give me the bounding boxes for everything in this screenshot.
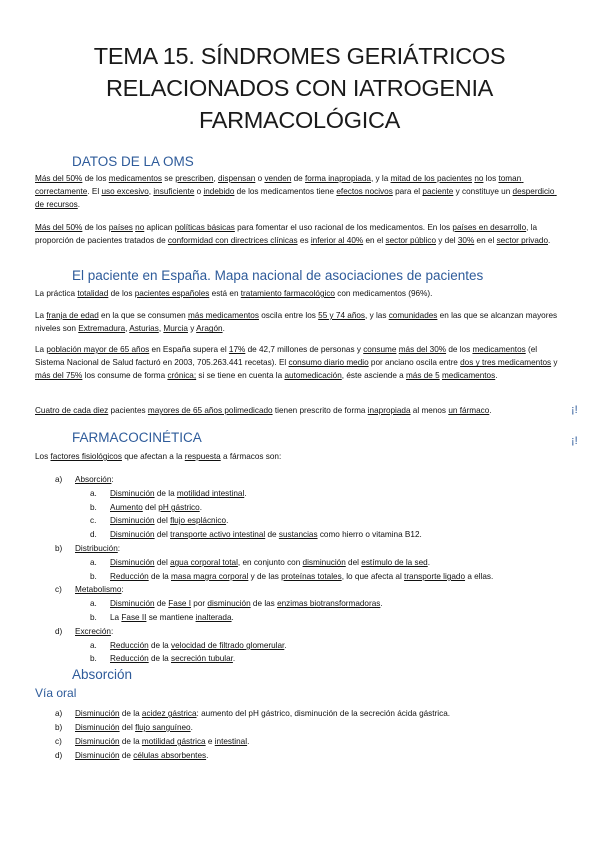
text-run: por anciano oscila entre: [368, 358, 461, 368]
text-run: dos y tres medicamentos: [460, 358, 552, 368]
list-marker: a.: [90, 599, 97, 608]
text-run: Más del 50%: [35, 223, 83, 232]
text-run: Disminución: [75, 737, 120, 746]
text-run: de: [119, 751, 134, 760]
list-item: [90, 515, 228, 526]
text-run: del: [345, 558, 362, 567]
text-run: , y la: [370, 174, 391, 183]
text-run: consumo diario medio: [288, 358, 369, 368]
text-run: países en desarrollo: [452, 223, 527, 232]
text-run: totalidad: [77, 289, 109, 298]
text-run: inalterada: [195, 613, 232, 622]
text-run: transporte activo intestinal: [170, 530, 266, 539]
text-run: Asturias: [129, 324, 159, 334]
text-run: inferior al 40%: [310, 236, 364, 246]
text-run: .: [77, 200, 81, 210]
text-run: del: [142, 503, 159, 512]
text-run: Disminución: [110, 599, 155, 608]
text-run: ,: [158, 324, 164, 334]
text-run: , en conjunto con: [237, 558, 303, 567]
text-run: desperdicio de recursos: [35, 187, 557, 210]
text-run: .: [232, 654, 236, 663]
text-run: es: [297, 236, 311, 246]
paragraph-oms-2: [35, 221, 561, 247]
list-item: [90, 571, 493, 582]
list-item: [55, 722, 193, 733]
text-run: Más del 50%: [35, 174, 83, 183]
list-marker: d): [55, 751, 63, 760]
text-run: del: [154, 558, 171, 567]
paragraph-oms-1: [35, 172, 561, 212]
list-marker: d.: [90, 530, 97, 539]
list-marker: a.: [90, 641, 97, 650]
text-run: Reducción: [110, 641, 149, 650]
text-run: más del 30%: [398, 345, 447, 354]
list-marker: b): [55, 723, 63, 732]
title-line-1: TEMA 15. SÍNDROMES GERIÁTRICOS: [93, 43, 506, 69]
text-run: enzimas biotransformadoras: [277, 599, 381, 608]
text-run: , lo que afecta al: [341, 572, 405, 581]
list-item: [90, 488, 247, 499]
text-run: La práctica: [35, 289, 78, 298]
text-run: Los: [35, 452, 51, 461]
text-run: los: [483, 174, 499, 183]
text-run: de los: [82, 174, 109, 183]
list-item: [90, 612, 234, 623]
text-run: .: [380, 599, 383, 608]
text-run: políticas básicas: [174, 223, 235, 232]
list-item: [90, 598, 383, 609]
text-run: Excreción: [75, 627, 111, 636]
text-run: o: [194, 187, 204, 197]
text-run: células absorbentes: [133, 751, 207, 760]
text-run: Reducción: [110, 654, 149, 663]
text-run: como hierro o vitamina B12.: [317, 530, 422, 539]
paragraph-farmaco-intro: [35, 450, 561, 463]
text-run: Metabolismo: [75, 585, 122, 594]
paragraph-paciente-2: [35, 309, 561, 335]
text-run: de la: [119, 737, 142, 746]
text-run: si se tiene en cuenta la: [196, 371, 285, 381]
text-run: .: [489, 406, 492, 415]
text-run: con medicamentos (96%).: [334, 289, 433, 298]
text-run: .: [206, 751, 209, 760]
text-run: ,: [213, 174, 218, 183]
text-run: Fase II: [121, 613, 147, 622]
text-run: (el Sistema Nacional de Salud facturó en 2003, 705.263.441 recetas). El: [35, 345, 540, 368]
text-run: .: [244, 489, 247, 498]
text-run: sector privado: [496, 236, 549, 246]
text-run: . El: [87, 187, 102, 197]
text-run: a fármacos son:: [220, 452, 282, 461]
text-run: o: [255, 174, 265, 183]
text-run: Reducción: [110, 572, 149, 581]
text-run: del: [119, 723, 136, 732]
text-run: pH gástrico: [158, 503, 200, 512]
text-run: de los: [108, 289, 135, 298]
text-run: 30%: [457, 236, 475, 246]
text-run: Disminución: [110, 530, 155, 539]
text-run: pacientes: [108, 406, 148, 415]
heading-farmacocinetica: FARMACOCINÉTICA: [72, 430, 202, 445]
text-run: de los: [446, 345, 473, 354]
text-run: , éste asciende a: [341, 371, 406, 381]
text-run: tienen prescrito de forma: [272, 406, 368, 415]
text-run: estímulo de la sed: [361, 558, 428, 567]
text-run: a ellas.: [465, 572, 494, 581]
title-line-3: FARMACOLÓGICA: [198, 107, 401, 133]
text-run: un fármaco: [448, 406, 490, 415]
text-run: :: [111, 475, 114, 484]
text-run: en el: [474, 236, 497, 246]
list-marker: c.: [90, 516, 97, 525]
list-marker: c): [55, 585, 62, 594]
heading-via-oral: Vía oral: [35, 686, 77, 700]
text-run: Disminución: [110, 489, 155, 498]
text-run: , y las: [365, 311, 389, 320]
list-marker: b.: [90, 503, 97, 512]
text-run: Absorción: [75, 475, 112, 484]
text-run: para el: [392, 187, 423, 197]
text-run: países: [108, 223, 133, 232]
text-run: Disminución: [110, 558, 155, 567]
text-run: de los: [82, 223, 109, 232]
text-run: consume: [363, 345, 397, 354]
text-run: insuficiente: [153, 187, 195, 197]
text-run: respuesta: [184, 452, 221, 461]
text-run: toman correctamente: [35, 174, 524, 197]
text-run: :: [117, 544, 121, 553]
text-run: Disminución: [75, 751, 120, 760]
text-run: se: [162, 174, 176, 183]
text-run: secreción tubular: [171, 654, 233, 663]
text-run: ,: [125, 324, 130, 334]
margin-note-1: ¡!: [571, 404, 578, 416]
text-run: sustancias: [278, 530, 318, 539]
text-run: y de las: [248, 572, 282, 581]
text-run: mitad de los pacientes: [390, 174, 473, 183]
text-run: pacientes españoles: [134, 289, 210, 298]
list-item: [90, 502, 202, 513]
text-run: para fomentar el uso racional de los medicamentos. En los: [234, 223, 453, 232]
text-run: .: [548, 236, 551, 246]
text-run: uso excesivo: [101, 187, 149, 197]
text-run: oscila entre los: [258, 311, 319, 320]
text-run: La: [35, 345, 47, 354]
paragraph-paciente-1: [35, 287, 561, 300]
text-run: .: [226, 516, 229, 525]
text-run: paciente: [422, 187, 454, 197]
text-run: los consume de forma: [82, 371, 168, 381]
text-run: de la: [119, 709, 142, 718]
text-run: de 42,7 millones de personas y: [245, 345, 364, 354]
text-run: en España supera el: [149, 345, 229, 354]
text-run: mayores de 65 años polimedicado: [147, 406, 273, 415]
list-item: [55, 626, 113, 637]
text-run: de: [265, 530, 279, 539]
text-run: acidez gástrica: [141, 709, 197, 718]
text-run: medicamentos: [108, 174, 162, 183]
text-run: :: [110, 627, 114, 636]
list-marker: d): [55, 627, 63, 636]
text-run: proteínas totales: [281, 572, 342, 581]
text-run: .: [427, 558, 430, 567]
list-marker: a.: [90, 489, 97, 498]
text-run: del: [154, 530, 171, 539]
text-run: y: [551, 358, 560, 368]
list-marker: b.: [90, 572, 97, 581]
text-run: conformidad con directrices clínicas: [167, 236, 298, 246]
list-item: [90, 557, 430, 568]
text-run: venden: [264, 174, 292, 183]
text-run: sector público: [385, 236, 437, 246]
list-item: [55, 543, 120, 554]
text-run: de la: [148, 641, 171, 650]
text-run: intestinal: [214, 737, 248, 746]
text-run: Aragón: [196, 324, 223, 334]
list-marker: c): [55, 737, 62, 746]
text-run: motilidad gástrica: [141, 737, 206, 746]
text-run: y: [187, 324, 197, 334]
text-run: de la: [148, 572, 171, 581]
title-line-2: RELACIONADOS CON IATROGENIA: [105, 75, 494, 101]
text-run: 55 y 74 años: [318, 311, 366, 320]
text-run: más del 75%: [35, 371, 83, 381]
list-marker: a): [55, 475, 63, 484]
text-run: , la proporción de pacientes tratados de: [35, 223, 540, 246]
text-run: :: [121, 585, 124, 594]
text-run: ,: [148, 187, 154, 197]
list-item: [55, 736, 249, 747]
margin-note-2: ¡!: [571, 435, 578, 447]
text-run: Disminución: [75, 709, 120, 718]
text-run: medicamentos: [441, 371, 496, 381]
text-run: La: [110, 613, 122, 622]
text-run: comunidades: [388, 311, 438, 320]
text-run: medicamentos: [472, 345, 526, 354]
text-run: efectos nocivos: [336, 187, 393, 197]
text-run: de los medicamentos tiene: [234, 187, 337, 197]
paragraph-paciente-3: [35, 343, 561, 383]
text-run: e: [205, 737, 215, 746]
text-run: de: [291, 174, 305, 183]
text-run: en las que se alcanzan mayores niveles son: [35, 311, 560, 334]
text-run: aplican: [144, 223, 175, 232]
text-run: 17%: [228, 345, 246, 354]
text-run: forma inapropiada: [304, 174, 371, 183]
text-run: y constituye un: [453, 187, 513, 197]
list-marker: b.: [90, 613, 97, 622]
text-run: franja de edad: [46, 311, 99, 320]
list-marker: b): [55, 544, 63, 553]
text-run: tratamiento farmacológico: [240, 289, 335, 298]
list-marker: a): [55, 709, 63, 718]
text-run: .: [284, 641, 287, 650]
text-run: Disminución: [75, 723, 120, 732]
text-run: masa magra corporal: [171, 572, 249, 581]
text-run: La: [35, 311, 47, 320]
list-marker: b.: [90, 654, 97, 663]
list-item: [90, 529, 422, 540]
text-run: del: [154, 516, 171, 525]
list-item: [55, 474, 114, 485]
text-run: velocidad de filtrado glomerular: [171, 641, 285, 650]
heading-absorcion: Absorción: [72, 667, 133, 682]
text-run: más medicamentos: [187, 311, 259, 320]
text-run: .: [247, 737, 250, 746]
heading-datos-oms: DATOS DE LA OMS: [72, 154, 194, 169]
text-run: transporte ligado: [404, 572, 466, 581]
list-item: [55, 584, 124, 595]
list-item: [90, 640, 287, 651]
text-run: está en: [209, 289, 241, 298]
list-item: [90, 653, 235, 664]
text-run: Murcia: [163, 324, 188, 334]
text-run: de: [154, 599, 169, 608]
text-run: y del: [436, 236, 458, 246]
text-run: .: [495, 371, 498, 381]
text-run: : aumento del pH gástrico, disminución de la secreción ácida gástrica.: [196, 709, 451, 718]
text-run: .: [222, 324, 225, 334]
page-title: [60, 40, 539, 136]
text-run: en la que se consumen: [98, 311, 188, 320]
list-item: [55, 750, 208, 761]
text-run: .: [199, 503, 202, 512]
text-run: factores fisiológicos: [50, 452, 122, 461]
text-run: que afectan a la: [121, 452, 185, 461]
text-run: de las: [250, 599, 278, 608]
text-run: por: [191, 599, 208, 608]
text-run: inapropiada: [367, 406, 411, 415]
text-run: Distribución: [75, 544, 118, 553]
text-run: Extremadura: [78, 324, 126, 334]
text-run: no: [135, 223, 145, 232]
text-run: .: [190, 723, 193, 732]
text-run: Disminución: [110, 516, 155, 525]
text-run: agua corporal total: [170, 558, 238, 567]
text-run: de la: [154, 489, 177, 498]
text-run: Cuatro de cada diez: [35, 406, 109, 415]
text-run: se mantiene: [146, 613, 196, 622]
text-run: más de 5: [405, 371, 440, 381]
text-run: .: [231, 613, 234, 622]
text-run: disminución: [302, 558, 346, 567]
text-run: dispensan: [218, 174, 256, 183]
heading-paciente-espana: El paciente en España. Mapa nacional de asociaciones de pacientes: [72, 268, 484, 283]
text-run: al menos: [410, 406, 449, 415]
text-run: en el: [363, 236, 386, 246]
text-run: Fase I: [168, 599, 192, 608]
list-marker: a.: [90, 558, 97, 567]
text-run: de la: [148, 654, 171, 663]
text-run: no: [474, 174, 484, 183]
text-run: motilidad intestinal: [176, 489, 245, 498]
text-run: indebido: [203, 187, 235, 197]
text-run: flujo sanguíneo: [135, 723, 191, 732]
text-run: Aumento: [110, 503, 143, 512]
text-run: flujo esplácnico: [170, 516, 227, 525]
list-item: [55, 708, 450, 719]
text-run: disminución: [207, 599, 251, 608]
text-run: automedicación: [284, 371, 342, 381]
text-run: prescriben: [175, 174, 214, 183]
paragraph-paciente-4: [35, 404, 561, 417]
text-run: crónica;: [167, 371, 197, 381]
text-run: población mayor de 65 años: [46, 345, 150, 354]
